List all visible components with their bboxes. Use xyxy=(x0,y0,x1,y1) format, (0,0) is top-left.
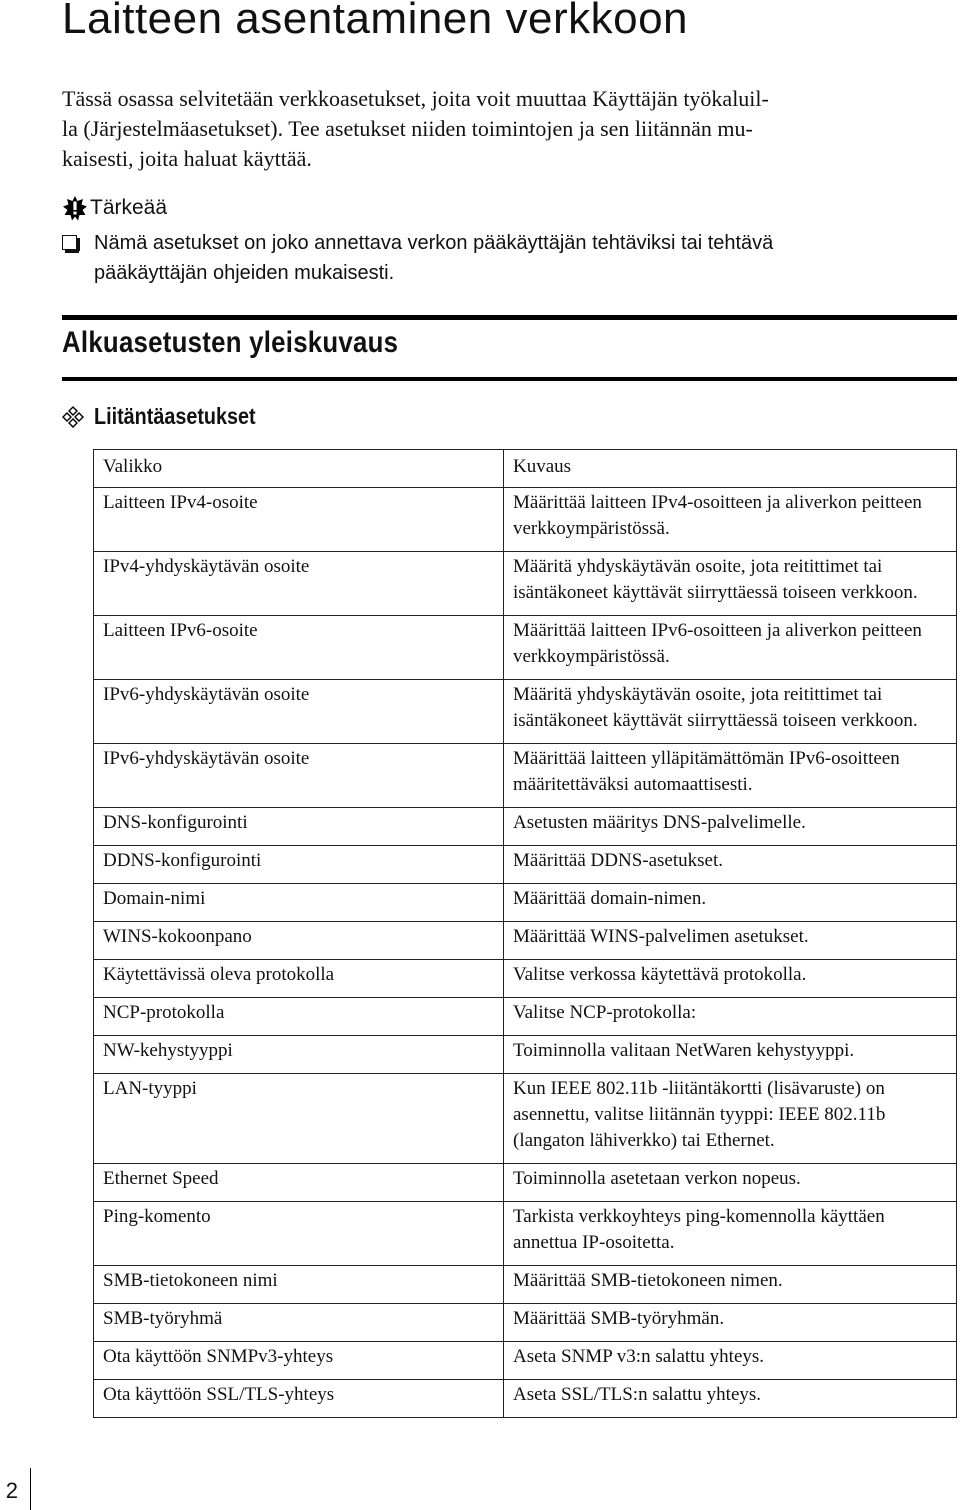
description-cell: Määrittää DDNS-asetukset. xyxy=(504,846,957,884)
note-line: pääkäyttäjän ohjeiden mukaisesti. xyxy=(94,262,395,284)
table-row xyxy=(94,808,957,846)
table-row xyxy=(94,616,957,680)
description-cell: Määrittää laitteen ylläpitämättömän IPv6-osoitteen määritettäväksi automaattisesti. xyxy=(504,744,957,808)
menu-cell: Ping-komento xyxy=(94,1202,504,1266)
important-icon xyxy=(62,195,88,221)
settings-table xyxy=(93,449,957,1418)
diamond-bullet-icon xyxy=(62,406,84,428)
description-cell: Määrittää domain-nimen. xyxy=(504,884,957,922)
description-cell: Toiminnolla valitaan NetWaren kehystyyppi. xyxy=(504,1036,957,1074)
table-row xyxy=(94,998,957,1036)
menu-cell: DNS-konfigurointi xyxy=(94,808,504,846)
important-heading xyxy=(62,195,167,221)
table-row xyxy=(94,1342,957,1380)
note-line: Nämä asetukset on joko annettava verkon pääkäyttäjän tehtäviksi tai tehtävä xyxy=(94,232,774,254)
menu-cell: Domain-nimi xyxy=(94,884,504,922)
description-cell: Toiminnolla asetetaan verkon nopeus. xyxy=(504,1164,957,1202)
table-row xyxy=(94,744,957,808)
section-rule-bottom xyxy=(62,377,957,381)
table-row xyxy=(94,1036,957,1074)
description-cell: Aseta SSL/TLS:n salattu yhteys. xyxy=(504,1380,957,1418)
table-row xyxy=(94,1202,957,1266)
table-row xyxy=(94,552,957,616)
menu-cell: Ota käyttöön SNMPv3-yhteys xyxy=(94,1342,504,1380)
table-row xyxy=(94,680,957,744)
table-row xyxy=(94,1164,957,1202)
table-row xyxy=(94,960,957,998)
table-row xyxy=(94,1380,957,1418)
description-cell: Tarkista verkkoyhteys ping-komennolla käyttäen annettua IP-osoitetta. xyxy=(504,1202,957,1266)
page-number: 2 xyxy=(5,1478,18,1503)
margin-line xyxy=(30,1468,31,1510)
menu-cell: IPv4-yhdyskäytävän osoite xyxy=(94,552,504,616)
description-cell: Määritä yhdyskäytävän osoite, jota reitittimet tai isäntäkoneet käyttävät siirryttäessä toiseen verkkoon. xyxy=(504,680,957,744)
menu-cell: DDNS-konfigurointi xyxy=(94,846,504,884)
table-row xyxy=(94,488,957,552)
description-cell: Asetusten määritys DNS-palvelimelle. xyxy=(504,808,957,846)
description-cell: Määrittää SMB-työryhmän. xyxy=(504,1304,957,1342)
subsection-title: Liitäntäasetukset xyxy=(94,403,256,429)
table-row xyxy=(94,1266,957,1304)
description-cell: Määrittää SMB-tietokoneen nimen. xyxy=(504,1266,957,1304)
menu-cell: Ethernet Speed xyxy=(94,1164,504,1202)
menu-cell: Laitteen IPv6-osoite xyxy=(94,616,504,680)
menu-cell: Käytettävissä oleva protokolla xyxy=(94,960,504,998)
page-title: Laitteen asentaminen verkkoon xyxy=(62,0,689,43)
table-row xyxy=(94,846,957,884)
menu-cell: IPv6-yhdyskäytävän osoite xyxy=(94,680,504,744)
column-header-description: Kuvaus xyxy=(504,450,957,488)
description-cell: Valitse NCP-protokolla: xyxy=(504,998,957,1036)
table-row xyxy=(94,1304,957,1342)
menu-cell: Laitteen IPv4-osoite xyxy=(94,488,504,552)
description-cell: Määritä yhdyskäytävän osoite, jota reitittimet tai isäntäkoneet käyttävät siirryttäessä toiseen verkkoon. xyxy=(504,552,957,616)
checkbox-bullet-icon xyxy=(62,235,77,250)
section-rule-top xyxy=(62,315,957,320)
intro-line: la (Järjestelmäasetukset). Tee asetukset niiden toimintojen ja sen liitännän mu- xyxy=(62,116,753,141)
table-row xyxy=(94,1074,957,1164)
description-cell: Valitse verkossa käytettävä protokolla. xyxy=(504,960,957,998)
section-title: Alkuasetusten yleiskuvaus xyxy=(62,326,399,359)
menu-cell: WINS-kokoonpano xyxy=(94,922,504,960)
description-cell: Aseta SNMP v3:n salattu yhteys. xyxy=(504,1342,957,1380)
menu-cell: LAN-tyyppi xyxy=(94,1074,504,1164)
description-cell: Kun IEEE 802.11b -liitäntäkortti (lisävaruste) on asennettu, valitse liitännän tyyppi: IEEE 802.11b (langaton lähiverkko) tai Ethernet. xyxy=(504,1074,957,1164)
table-header-row xyxy=(94,450,957,488)
menu-cell: NW-kehystyyppi xyxy=(94,1036,504,1074)
intro-line: Tässä osassa selvitetään verkkoasetukset, joita voit muuttaa Käyttäjän työkaluil- xyxy=(62,86,769,111)
menu-cell: SMB-työryhmä xyxy=(94,1304,504,1342)
table-row xyxy=(94,922,957,960)
intro-paragraph xyxy=(62,84,954,174)
menu-cell: NCP-protokolla xyxy=(94,998,504,1036)
important-note xyxy=(62,228,957,288)
description-cell: Määrittää laitteen IPv4-osoitteen ja aliverkon peitteen verkkoympäristössä. xyxy=(504,488,957,552)
intro-line: kaisesti, joita haluat käyttää. xyxy=(62,146,312,171)
column-header-menu: Valikko xyxy=(94,450,504,488)
menu-cell: SMB-tietokoneen nimi xyxy=(94,1266,504,1304)
menu-cell: IPv6-yhdyskäytävän osoite xyxy=(94,744,504,808)
important-label: Tärkeää xyxy=(90,196,168,219)
menu-cell: Ota käyttöön SSL/TLS-yhteys xyxy=(94,1380,504,1418)
table-row xyxy=(94,884,957,922)
description-cell: Määrittää WINS-palvelimen asetukset. xyxy=(504,922,957,960)
subsection-heading xyxy=(62,403,282,430)
description-cell: Määrittää laitteen IPv6-osoitteen ja aliverkon peitteen verkkoympäristössä. xyxy=(504,616,957,680)
